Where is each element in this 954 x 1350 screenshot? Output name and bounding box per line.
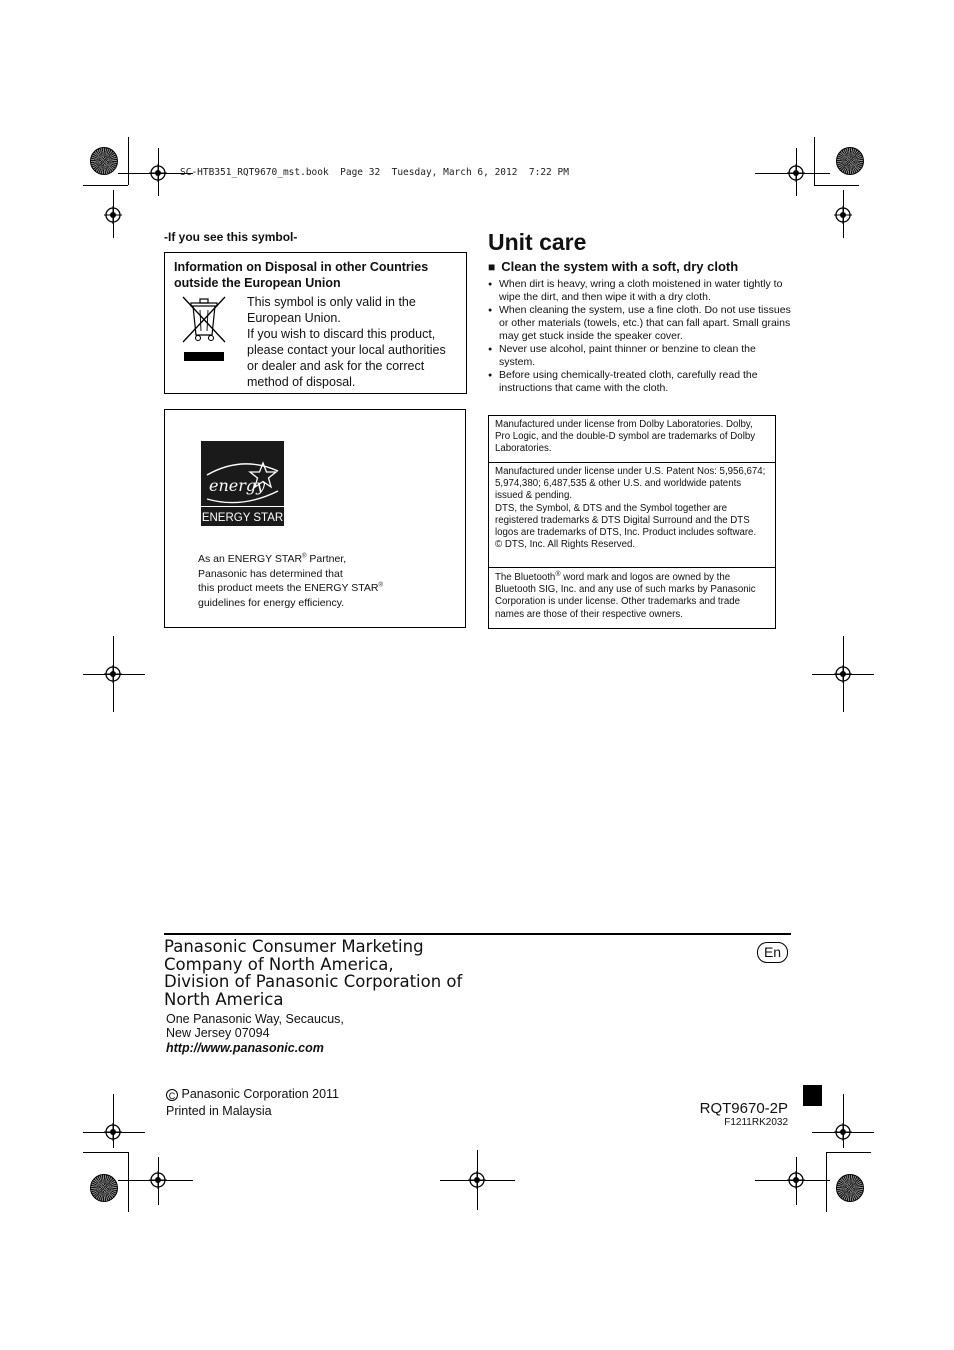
copyright-icon: C	[166, 1089, 178, 1101]
disposal-info-box	[164, 252, 467, 394]
registration-target-icon	[104, 206, 122, 224]
energy-star-text: As an ENERGY STAR® Partner, Panasonic has determined that this product meets the ENERGY STAR® guidelines for energy efficiency.	[198, 553, 383, 609]
energy-star-logo-script: energy	[209, 476, 266, 495]
list-item: ● Never use alcohol, paint thinner or benzine to clean the system.	[488, 343, 792, 369]
registration-target-icon	[468, 1171, 486, 1189]
company-name: Panasonic Consumer Marketing Company of North America, Division of Panasonic Corporation of North America	[164, 937, 463, 1009]
starburst-mark-icon	[90, 147, 118, 175]
energy-star-logo-label: ENERGY STAR	[201, 512, 284, 524]
license-box	[488, 415, 776, 629]
language-badge: En	[757, 942, 788, 963]
registration-target-icon	[787, 164, 805, 182]
registration-target-icon	[834, 1123, 852, 1141]
black-tab-marker	[803, 1085, 822, 1106]
website-link[interactable]: http://www.panasonic.com	[166, 1041, 324, 1055]
registration-target-icon	[104, 665, 122, 683]
cleaning-tips-list	[488, 278, 792, 395]
dts-license: Manufactured under license under U.S. Patent Nos: 5,956,674; 5,974,380; 6,487,535 & other U.S. and worldwide patents issued & pending. DTS, the Symbol, & DTS and the Symbol together are registered trademarks & DTS Digital Surround and the DTS logos are trademarks of DTS, Inc. Product includes software. © DTS, Inc. All Rights Reserved.	[489, 463, 775, 568]
bluetooth-license: The Bluetooth® word mark and logos are owned by the Bluetooth SIG, Inc. and any use of such marks by Panasonic Corporation is under license. Other trademarks and trade names are those of their respective owners.	[495, 570, 756, 620]
registration-target-icon	[834, 665, 852, 683]
print-code: F1211RK2032	[724, 1117, 788, 1128]
unit-care-title: Unit care	[488, 229, 587, 255]
disposal-title: Information on Disposal in other Countries outside the European Union	[174, 260, 429, 290]
starburst-mark-icon	[836, 147, 864, 175]
energy-star-logo	[201, 441, 284, 526]
book-header-line: SC-HTB351_RQT9670_mst.book Page 32 Tuesday, March 6, 2012 7:22 PM	[180, 167, 569, 178]
registration-target-icon	[787, 1171, 805, 1189]
starburst-mark-icon	[90, 1174, 118, 1202]
copyright-block: C Panasonic Corporation 2011 Printed in Malaysia	[166, 1087, 339, 1118]
square-bullet-icon: ■	[488, 260, 496, 274]
symbol-heading: -If you see this symbol-	[164, 230, 298, 244]
dolby-license: Manufactured under license from Dolby Laboratories. Dolby, Pro Logic, and the double-D symbol are trademarks of Dolby Laboratories.	[489, 416, 775, 463]
registration-target-icon	[149, 164, 167, 182]
model-code: RQT9670-2P	[699, 1100, 788, 1117]
registration-target-icon	[834, 206, 852, 224]
crossed-bin-icon	[181, 295, 227, 365]
list-item: ● Before using chemically-treated cloth, carefully read the instructions that came with the cloth.	[488, 369, 792, 395]
registration-target-icon	[104, 1123, 122, 1141]
energy-star-box	[164, 409, 466, 628]
clean-heading: ■ Clean the system with a soft, dry cloth	[488, 259, 739, 274]
list-item: ● When dirt is heavy, wring a cloth moistened in water tightly to wipe the dirt, and then wipe it with a dry cloth.	[488, 278, 792, 304]
disposal-text: This symbol is only valid in the European Union. If you wish to discard this product, please contact your local authorities or dealer and ask for the correct method of disposal.	[247, 295, 446, 389]
footer-divider	[164, 933, 791, 935]
registration-target-icon	[149, 1171, 167, 1189]
company-address: One Panasonic Way, Secaucus, New Jersey 07094	[166, 1012, 344, 1040]
list-item: ● When cleaning the system, use a fine cloth. Do not use tissues or other materials (towels, etc.) that can fall apart. Small grains may get stuck inside the speaker cover.	[488, 304, 792, 343]
starburst-mark-icon	[836, 1174, 864, 1202]
